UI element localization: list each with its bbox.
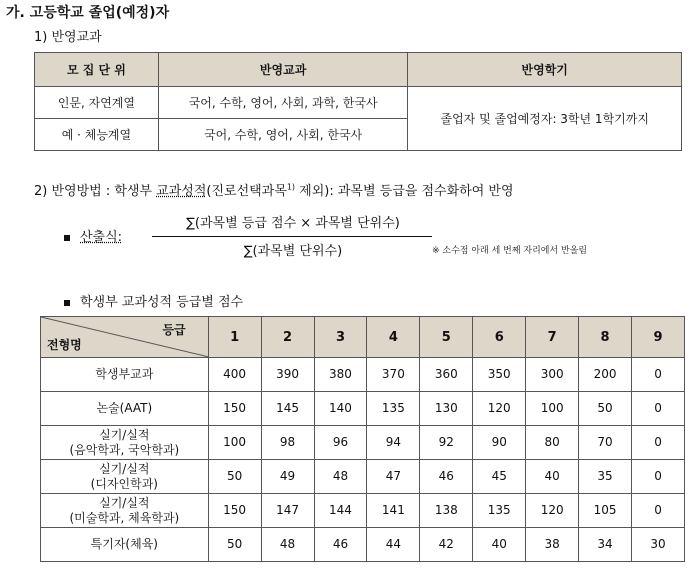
score-cell: 48 bbox=[261, 528, 314, 562]
score-cell: 100 bbox=[526, 392, 579, 426]
score-cell: 49 bbox=[261, 460, 314, 494]
table-row bbox=[41, 426, 685, 460]
score-cell: 135 bbox=[367, 392, 420, 426]
row-label-line: 논술(AAT) bbox=[96, 401, 153, 415]
score-cell: 200 bbox=[579, 358, 632, 392]
row-label bbox=[41, 358, 209, 392]
score-cell: 140 bbox=[314, 392, 367, 426]
score-cell: 94 bbox=[367, 426, 420, 460]
row-label-line: (음악학과, 국악학과) bbox=[69, 442, 180, 457]
score-cell: 105 bbox=[579, 494, 632, 528]
corner-bottom-label: 전형명 bbox=[47, 338, 82, 352]
score-cell: 90 bbox=[473, 426, 526, 460]
score-cell: 92 bbox=[420, 426, 473, 460]
score-cell: 380 bbox=[314, 358, 367, 392]
score-cell: 50 bbox=[208, 460, 261, 494]
subjects-table bbox=[34, 52, 682, 151]
corner-top-label: 등급 bbox=[162, 323, 186, 337]
score-cell: 360 bbox=[420, 358, 473, 392]
score-cell: 44 bbox=[367, 528, 420, 562]
score-cell: 141 bbox=[367, 494, 420, 528]
row-label bbox=[41, 392, 209, 426]
grade-header: 8 bbox=[579, 317, 632, 358]
score-cell: 0 bbox=[632, 358, 685, 392]
formula-label bbox=[64, 226, 122, 245]
score-cell: 80 bbox=[526, 426, 579, 460]
score-cell: 96 bbox=[314, 426, 367, 460]
score-cell: 100 bbox=[208, 426, 261, 460]
page-heading: 가. 고등학교 졸업(예정)자 bbox=[6, 5, 170, 21]
table-row bbox=[41, 528, 685, 562]
score-cell: 48 bbox=[314, 460, 367, 494]
grade-score-table bbox=[40, 316, 685, 562]
score-cell: 150 bbox=[208, 392, 261, 426]
header-unit: 모 집 단 위 bbox=[35, 53, 159, 87]
score-cell: 370 bbox=[367, 358, 420, 392]
table-row bbox=[41, 494, 685, 528]
table-row bbox=[41, 460, 685, 494]
score-cell: 144 bbox=[314, 494, 367, 528]
section2-mid: (진로선택과목 bbox=[206, 184, 287, 199]
grade-header: 1 bbox=[208, 317, 261, 358]
score-cell: 350 bbox=[473, 358, 526, 392]
score-cell: 130 bbox=[420, 392, 473, 426]
score-cell: 0 bbox=[632, 392, 685, 426]
row-label-line: (디자인학과) bbox=[90, 476, 158, 491]
row-label bbox=[41, 494, 209, 528]
subjects-cell: 국어, 수학, 영어, 사회, 한국사 bbox=[158, 119, 408, 151]
score-cell: 50 bbox=[579, 392, 632, 426]
score-cell: 0 bbox=[632, 494, 685, 528]
score-cell: 46 bbox=[314, 528, 367, 562]
score-cell: 70 bbox=[579, 426, 632, 460]
grade-table-header bbox=[41, 317, 685, 358]
table-row bbox=[41, 358, 685, 392]
table-row bbox=[41, 392, 685, 426]
score-cell: 46 bbox=[420, 460, 473, 494]
bullet-icon bbox=[64, 300, 70, 306]
score-cell: 150 bbox=[208, 494, 261, 528]
formula-denominator: ∑(과목별 단위수) bbox=[243, 244, 343, 259]
section2-title bbox=[34, 180, 514, 199]
grade-header: 7 bbox=[526, 317, 579, 358]
score-cell: 34 bbox=[579, 528, 632, 562]
bullet-icon bbox=[64, 235, 70, 241]
row-label-line: 학생부교과 bbox=[95, 367, 154, 381]
score-cell: 390 bbox=[261, 358, 314, 392]
score-cell: 135 bbox=[473, 494, 526, 528]
score-cell: 42 bbox=[420, 528, 473, 562]
row-label bbox=[41, 426, 209, 460]
score-cell: 400 bbox=[208, 358, 261, 392]
row-label bbox=[41, 460, 209, 494]
footnote-ref: 1) bbox=[286, 182, 296, 192]
score-cell: 120 bbox=[473, 392, 526, 426]
score-cell: 120 bbox=[526, 494, 579, 528]
corner-cell bbox=[41, 317, 209, 358]
unit-cell: 예 · 체능계열 bbox=[35, 119, 159, 151]
row-label-line: 실기/실적 bbox=[99, 427, 150, 442]
section2-prefix: 2) 반영방법 : 학생부 bbox=[34, 184, 157, 199]
grade-table-body bbox=[41, 358, 685, 562]
grade-header: 3 bbox=[314, 317, 367, 358]
section3-title bbox=[64, 291, 243, 310]
row-label-line: 실기/실적 bbox=[99, 461, 150, 476]
row-label-line: 실기/실적 bbox=[99, 495, 150, 510]
row-label-line: (미술학과, 체육학과) bbox=[69, 510, 180, 525]
semester-cell: 졸업자 및 졸업예정자: 3학년 1학기까지 bbox=[408, 87, 682, 151]
formula-label-text: 산출식: bbox=[80, 230, 123, 245]
row-label bbox=[41, 528, 209, 562]
score-cell: 145 bbox=[261, 392, 314, 426]
header-semester: 반영학기 bbox=[408, 53, 682, 87]
grade-header: 9 bbox=[632, 317, 685, 358]
score-cell: 147 bbox=[261, 494, 314, 528]
rounding-note: ※ 소수점 아래 세 번째 자리에서 반올림 bbox=[432, 246, 588, 256]
header-subjects: 반영교과 bbox=[158, 53, 408, 87]
score-cell: 0 bbox=[632, 460, 685, 494]
table-row bbox=[35, 87, 682, 119]
grade-header: 5 bbox=[420, 317, 473, 358]
subjects-table-header bbox=[35, 53, 682, 87]
score-cell: 40 bbox=[473, 528, 526, 562]
score-cell: 300 bbox=[526, 358, 579, 392]
fraction-line bbox=[152, 236, 432, 237]
row-label-line: 특기자(체육) bbox=[90, 537, 158, 551]
score-cell: 38 bbox=[526, 528, 579, 562]
section2-suffix: 제외): 과목별 등급을 점수화하여 반영 bbox=[295, 184, 514, 199]
score-cell: 98 bbox=[261, 426, 314, 460]
section1-title: 1) 반영교과 bbox=[34, 30, 102, 45]
score-cell: 0 bbox=[632, 426, 685, 460]
score-cell: 138 bbox=[420, 494, 473, 528]
formula-numerator: ∑(과목별 등급 점수 × 과목별 단위수) bbox=[186, 216, 400, 231]
score-cell: 30 bbox=[632, 528, 685, 562]
grade-header: 4 bbox=[367, 317, 420, 358]
score-cell: 35 bbox=[579, 460, 632, 494]
unit-cell: 인문, 자연계열 bbox=[35, 87, 159, 119]
score-cell: 40 bbox=[526, 460, 579, 494]
score-cell: 50 bbox=[208, 528, 261, 562]
score-cell: 47 bbox=[367, 460, 420, 494]
subjects-cell: 국어, 수학, 영어, 사회, 과학, 한국사 bbox=[158, 87, 408, 119]
grade-header: 2 bbox=[261, 317, 314, 358]
score-cell: 45 bbox=[473, 460, 526, 494]
grade-header: 6 bbox=[473, 317, 526, 358]
section3-title-text: 학생부 교과성적 등급별 점수 bbox=[80, 295, 244, 310]
section2-underlined: 교과성적 bbox=[156, 184, 207, 199]
